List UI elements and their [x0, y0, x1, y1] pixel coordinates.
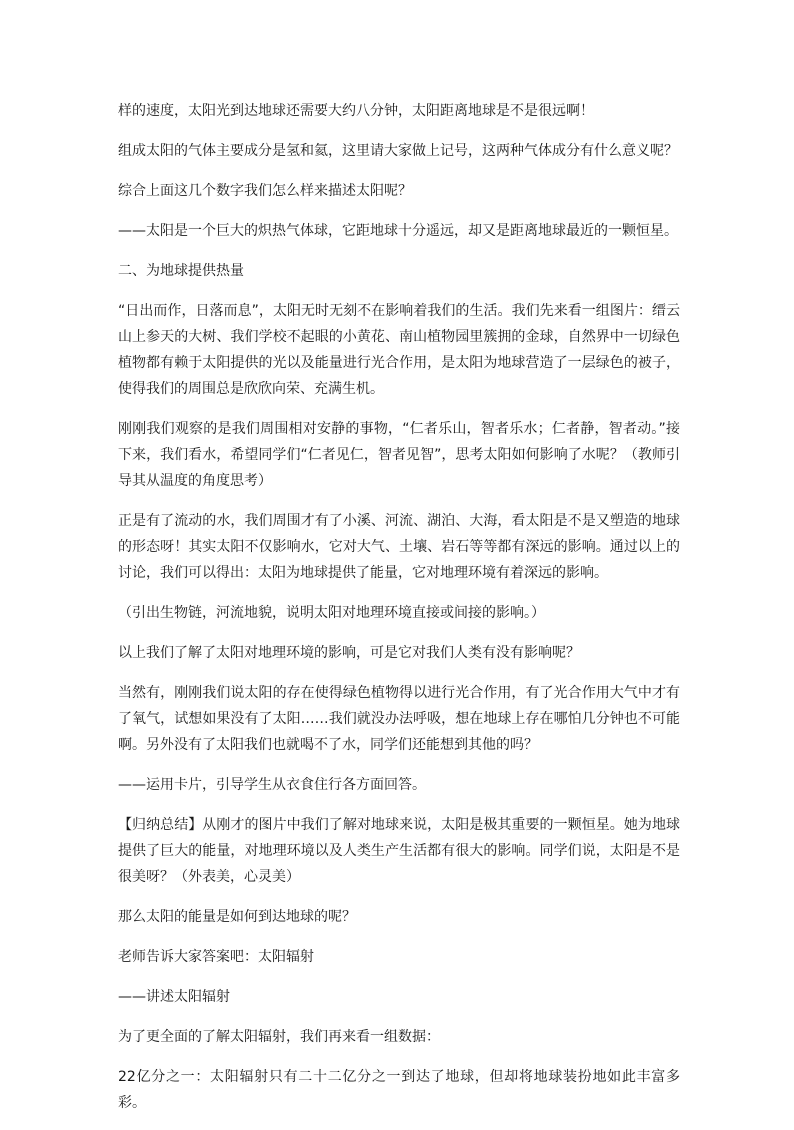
summary-paragraph: 【归纳总结】从刚才的图片中我们了解对地球来说，太阳是极其重要的一颗恒星。她为地球提供了巨大的能量，对地理环境以及人类生产生活都有很大的影响。同学们说，太阳是不是很美呀？（外表美，心灵美）: [118, 817, 680, 885]
paragraph-14: 那么太阳的能量是如何到达地球的呢？: [118, 909, 356, 925]
paragraph-9: （引出生物链，河流地貌，说明太阳对地理环境直接或间接的影响。）: [118, 605, 545, 621]
paragraph-11: 当然有，刚刚我们说太阳的存在使得绿色植物得以进行光合作用，有了光合作用大气中才有了氧气，试想如果没有了太阳……我们就没办法呼吸，想在地球上存在哪怕几分钟也不可能啊。另外没有了太阳我们也就喝不了水，同学们还能想到其他的吗？: [118, 685, 680, 753]
paragraph-2: 组成太阳的气体主要成分是氢和氦，这里请大家做上记号，这两种气体成分有什么意义呢？: [118, 143, 678, 159]
document-body: [118, 98, 680, 1130]
paragraph-17: 为了更全面的了解太阳辐射，我们再来看一组数据：: [118, 1029, 440, 1045]
paragraph-4: ——太阳是一个巨大的炽热气体球，它距地球十分遥远，却又是距离地球最近的一颗恒星。: [118, 223, 678, 239]
paragraph-8: 正是有了流动的水，我们周围才有了小溪、河流、湖泊、大海，看太阳是不是又塑造的地球的形态呀！其实太阳不仅影响水，它对大气、土壤、岩石等等都有深远的影响。通过以上的讨论，我们可以得出：太阳为地球提供了能量，它对地理环境有着深远的影响。: [118, 513, 680, 581]
paragraph-3: 综合上面这几个数字我们怎么样来描述太阳呢？: [118, 183, 412, 199]
paragraph-12: ——运用卡片，引导学生从衣食住行各方面回答。: [118, 777, 426, 793]
paragraph-10: 以上我们了解了太阳对地理环境的影响，可是它对我们人类有没有影响呢？: [118, 645, 580, 661]
paragraph-1: 样的速度，太阳光到达地球还需要大约八分钟，太阳距离地球是不是很远啊！: [118, 103, 594, 119]
paragraph-18: 22亿分之一：太阳辐射只有二十二亿分之一到达了地球，但却将地球装扮地如此丰富多彩。: [118, 1069, 680, 1111]
paragraph-16: ——讲述太阳辐射: [118, 989, 230, 1005]
section-heading: 二、为地球提供热量: [118, 263, 244, 279]
paragraph-15: 老师告诉大家答案吧：太阳辐射: [118, 949, 314, 965]
paragraph-7: 刚刚我们观察的是我们周围相对安静的事物，“仁者乐山，智者乐水；仁者静，智者动。”接下来，我们看水，希望同学们“仁者见仁，智者见智”，思考太阳如何影响了水呢？（教师引导其从温度的角度思考）: [118, 421, 680, 489]
paragraph-6: “日出而作，日落而息”，太阳无时无刻不在影响着我们的生活。我们先来看一组图片：缙云山上参天的大树、我们学校不起眼的小黄花、南山植物园里簇拥的金球，自然界中一切绿色植物都有赖于太阳提供的光以及能量进行光合作用，是太阳为地球营造了一层绿色的被子，使得我们的周围总是欣欣向荣、充满生机。: [118, 303, 680, 397]
